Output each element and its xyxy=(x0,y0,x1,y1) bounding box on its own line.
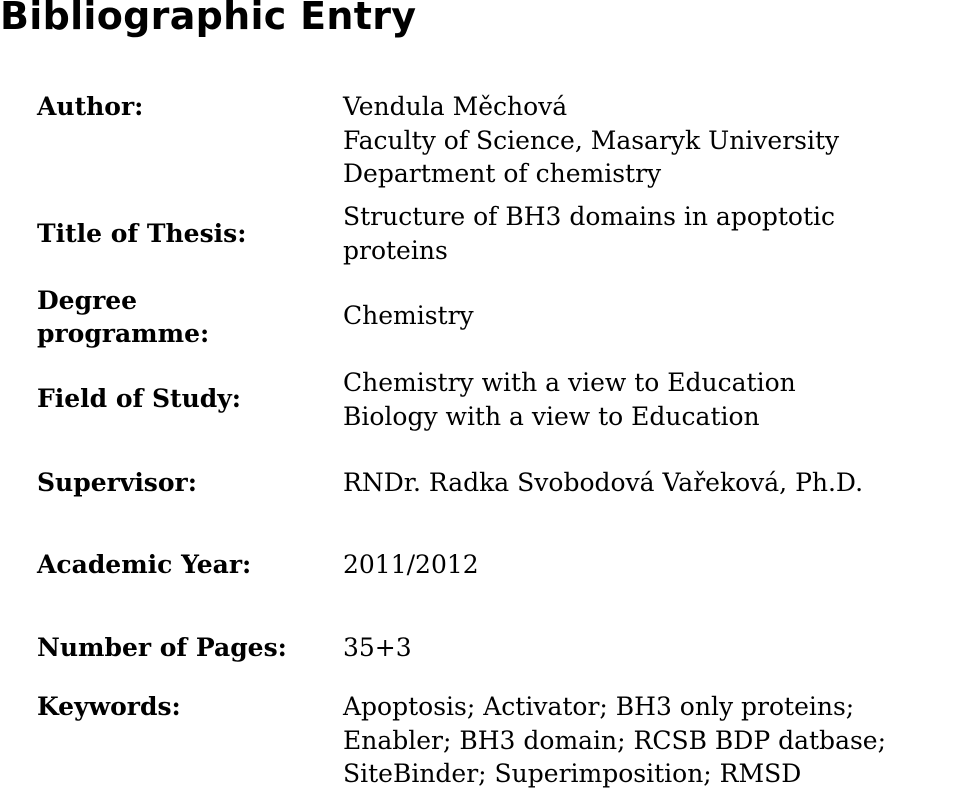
supervisor-value: RNDr. Radka Svobodová Vařeková, Ph.D. xyxy=(343,468,864,497)
keywords-value xyxy=(343,690,886,791)
degree-programme-label-line-2: programme: xyxy=(37,319,210,348)
page-title: Bibliographic Entry xyxy=(0,0,417,38)
author-department: Department of chemistry xyxy=(343,159,662,188)
keywords-line-2: Enabler; BH3 domain; RCSB BDP datbase; xyxy=(343,725,887,755)
keywords-line-1: Apoptosis; Activator; BH3 only proteins; xyxy=(343,692,855,721)
field-of-study-label: Field of Study: xyxy=(37,384,241,413)
academic-year-label: Academic Year: xyxy=(37,550,252,579)
author-label: Author: xyxy=(37,92,144,121)
thesis-title-line-2: proteins xyxy=(343,235,448,265)
keywords-label: Keywords: xyxy=(37,692,181,721)
field-of-study-value xyxy=(343,366,796,433)
supervisor-label: Supervisor: xyxy=(37,468,197,497)
number-of-pages-label: Number of Pages: xyxy=(37,633,287,662)
degree-programme-label-line-1: Degree xyxy=(37,286,138,315)
field-of-study-line-1: Chemistry with a view to Education xyxy=(343,368,796,397)
author-value xyxy=(343,90,839,191)
keywords-line-3: SiteBinder; Superimposition; RMSD xyxy=(343,759,802,788)
number-of-pages-value: 35+3 xyxy=(343,633,412,662)
degree-programme-value: Chemistry xyxy=(343,301,474,330)
author-faculty: Faculty of Science, Masaryk University xyxy=(343,125,840,155)
thesis-title-label: Title of Thesis: xyxy=(37,219,247,248)
author-name: Vendula Měchová xyxy=(343,92,568,121)
thesis-title-line-1: Structure of BH3 domains in apoptotic xyxy=(343,202,836,231)
thesis-title-value xyxy=(343,200,835,267)
academic-year-value: 2011/2012 xyxy=(343,550,479,579)
degree-programme-label xyxy=(37,284,209,350)
field-of-study-line-2: Biology with a view to Education xyxy=(343,401,760,431)
